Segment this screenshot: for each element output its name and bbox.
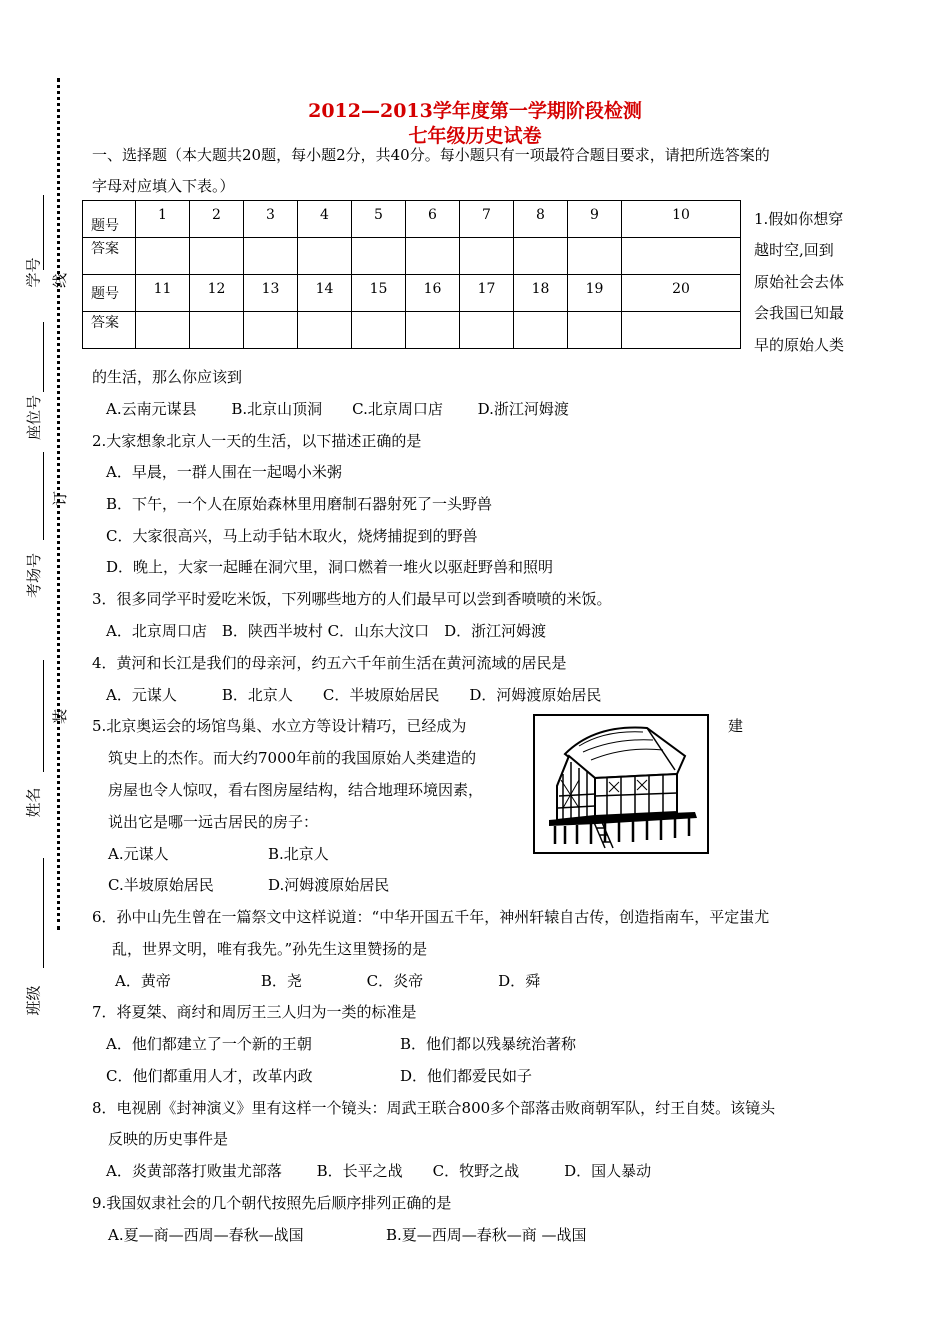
q5-option-a: A.元谋人: [108, 845, 169, 863]
answer-cell-3[interactable]: [244, 238, 298, 275]
table-label-number: 题号: [83, 275, 136, 312]
stilt-house-drawing: [535, 716, 707, 852]
q1-side-line: 会我国已知最: [754, 304, 845, 322]
q7-stem: 7．将夏桀、商纣和周厉王三人归为一类的标准是: [92, 1003, 417, 1021]
q1-stem-tail: 的生活，那么你应该到: [92, 368, 243, 386]
margin-label-zhuang: 装: [51, 708, 70, 725]
q7-option-b: B．他们都以残暴统治著称: [400, 1035, 577, 1053]
table-row: [83, 275, 741, 312]
margin-underline-kaochanghao: [43, 452, 44, 540]
answer-cell-15[interactable]: [352, 312, 406, 349]
q2-stem: 2.大家想象北京人一天的生活，以下描述正确的是: [92, 432, 422, 450]
q5-line1: 5.北京奥运会的场馆鸟巢、水立方等设计精巧，已经成为: [92, 717, 467, 735]
answer-cell-14[interactable]: [298, 312, 352, 349]
answer-cell-11[interactable]: [136, 312, 190, 349]
q8-line2: 反映的历史事件是: [108, 1130, 229, 1148]
q1-side-line: 早的原始人类: [754, 336, 845, 354]
table-label-answer: 答案: [83, 238, 136, 275]
table-label-number: 题号: [83, 201, 136, 238]
table-cell-number: 2: [190, 201, 244, 238]
margin-label-zuoweihao: 座位号: [25, 394, 44, 441]
q5-option-d: D.河姆渡原始居民: [268, 876, 390, 894]
section1-intro-line1: 一、选择题（本大题共20题，每小题2分，共40分。每小题只有一项最符合题目要求，请把所选答案的: [92, 146, 770, 164]
answer-cell-7[interactable]: [460, 238, 514, 275]
q2-option-d: D．晚上，大家一起睡在洞穴里，洞口燃着一堆火以驱赶野兽和照明: [106, 558, 554, 576]
q5-option-c: C.半坡原始居民: [108, 876, 214, 894]
exam-title-line1: 2012—2013学年度第一学期阶段检测: [308, 100, 642, 122]
margin-underline-zuoweihao: [43, 322, 44, 392]
q5-line4: 说出它是哪一远古居民的房子：: [108, 813, 319, 831]
q8-line1: 8．电视剧《封神演义》里有这样一个镜头：周武王联合800多个部落击败商朝军队，纣王自焚。该镜头: [92, 1099, 776, 1117]
q6-line2: 乱，世界文明，唯有我先。”孙先生这里赞扬的是: [112, 940, 428, 958]
q7-option-a: A．他们都建立了一个新的王朝: [106, 1035, 312, 1053]
answer-cell-2[interactable]: [190, 238, 244, 275]
q2-option-c: C．大家很高兴，马上动手钻木取火，烧烤捕捉到的野兽: [106, 527, 478, 545]
q2-option-b: B．下午，一个人在原始森林里用磨制石器射死了一头野兽: [106, 495, 493, 513]
margin-underline-banji: [43, 858, 44, 968]
q4-stem: 4．黄河和长江是我们的母亲河，约五六千年前生活在黄河流域的居民是: [92, 654, 567, 672]
table-cell-number: 7: [460, 201, 514, 238]
answer-cell-6[interactable]: [406, 238, 460, 275]
q7-option-c: C．他们都重用人才，改革内政: [106, 1067, 313, 1085]
table-cell-number: 18: [514, 275, 568, 312]
answer-table: [82, 200, 741, 349]
q5-line2: 筑史上的杰作。而大约7000年前的我国原始人类建造的: [108, 749, 477, 767]
q3-options: A．北京周口店 B．陕西半坡村 C．山东大汶口 D．浙江河姆渡: [106, 622, 547, 640]
answer-cell-13[interactable]: [244, 312, 298, 349]
table-cell-number: 13: [244, 275, 298, 312]
table-cell-number: 16: [406, 275, 460, 312]
answer-cell-5[interactable]: [352, 238, 406, 275]
margin-label-xingming: 姓名: [24, 787, 43, 818]
section1-intro-line2: 字母对应填入下表。）: [92, 177, 235, 195]
q4-options: A．元谋人 B．北京人 C．半坡原始居民 D．河姆渡原始居民: [106, 686, 602, 704]
q8-options: A．炎黄部落打败蚩尤部落 B．长平之战 C．牧野之战 D．国人暴动: [106, 1162, 652, 1180]
table-cell-number: 10: [622, 201, 741, 238]
q5-option-b: B.北京人: [268, 845, 329, 863]
answer-cell-1[interactable]: [136, 238, 190, 275]
q1-side-line: 原始社会去体: [754, 273, 845, 291]
q6-line1: 6．孙中山先生曾在一篇祭文中这样说道：“中华开国五千年，神州轩辕自古传，创造指南车，平定蚩尤: [92, 908, 770, 926]
answer-cell-4[interactable]: [298, 238, 352, 275]
table-cell-number: 1: [136, 201, 190, 238]
table-label-answer: 答案: [83, 312, 136, 349]
table-row: [83, 201, 741, 238]
table-cell-number: 9: [568, 201, 622, 238]
margin-label-xian: 线: [51, 272, 70, 289]
table-cell-number: 8: [514, 201, 568, 238]
q1-side-line: 越时空,回到: [754, 241, 834, 259]
answer-cell-17[interactable]: [460, 312, 514, 349]
margin-label-kaochanghao: 考场号: [25, 552, 44, 599]
table-cell-number: 3: [244, 201, 298, 238]
margin-underline-xingming: [43, 660, 44, 772]
q9-option-a: A.夏—商—西周—春秋—战国: [108, 1226, 304, 1244]
table-cell-number: 4: [298, 201, 352, 238]
answer-cell-19[interactable]: [568, 312, 622, 349]
q1-options: A.云南元谋县 B.北京山顶洞 C.北京周口店 D.浙江河姆渡: [106, 400, 569, 418]
q9-option-b: B.夏—西周—春秋—商 —战国: [386, 1226, 587, 1244]
table-cell-number: 6: [406, 201, 460, 238]
margin-label-banji: 班级: [24, 985, 43, 1016]
q5-line1-tail: 建: [728, 717, 744, 735]
q7-option-d: D．他们都爱民如子: [400, 1067, 533, 1085]
q5-line3: 房屋也令人惊叹，看右图房屋结构，结合地理环境因素，: [108, 781, 484, 799]
answer-cell-10[interactable]: [622, 238, 741, 275]
table-cell-number: 19: [568, 275, 622, 312]
q1-side-line: 1.假如你想穿: [754, 210, 844, 228]
table-cell-number: 14: [298, 275, 352, 312]
table-cell-number: 17: [460, 275, 514, 312]
exam-title-line2: 七年级历史试卷: [408, 125, 542, 147]
answer-cell-20[interactable]: [622, 312, 741, 349]
table-cell-number: 20: [622, 275, 741, 312]
margin-label-ding: 订: [51, 490, 70, 507]
q3-stem: 3．很多同学平时爱吃米饭，下列哪些地方的人们最早可以尝到香喷喷的米饭。: [92, 590, 612, 608]
answer-cell-12[interactable]: [190, 312, 244, 349]
answer-cell-8[interactable]: [514, 238, 568, 275]
answer-cell-16[interactable]: [406, 312, 460, 349]
table-cell-number: 5: [352, 201, 406, 238]
q6-options: A．黄帝 B．尧 C．炎帝 D．舜: [115, 972, 541, 990]
table-cell-number: 12: [190, 275, 244, 312]
q9-stem: 9.我国奴隶社会的几个朝代按照先后顺序排列正确的是: [92, 1194, 452, 1212]
margin-label-xuehao: 学号: [24, 257, 43, 288]
stilt-house-image: [533, 714, 709, 854]
table-row: [83, 312, 741, 349]
table-row: [83, 238, 741, 275]
table-cell-number: 11: [136, 275, 190, 312]
table-cell-number: 15: [352, 275, 406, 312]
answer-cell-18[interactable]: [514, 312, 568, 349]
q2-option-a: A．早晨，一群人围在一起喝小米粥: [106, 463, 342, 481]
answer-cell-9[interactable]: [568, 238, 622, 275]
